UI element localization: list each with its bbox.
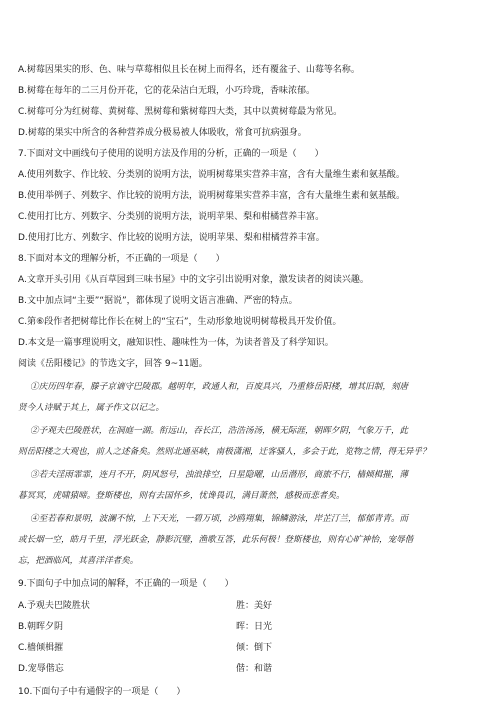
q9-option-a-gloss: 胜：美好 <box>236 601 273 611</box>
q9-stem: 9.下面句子中加点词的解释，不正确的一项是（ ） <box>18 579 234 589</box>
q8-option-c: C.第⑥段作者把树莓比作长在树上的“宝石”，生动形象地说明树莓极具开发价值。 <box>18 317 342 327</box>
passage-line: ④至若春和景明，波澜不惊，上下天光，一碧万顷，沙鸥翔集，锦鳞游泳，岸芷汀兰，郁郁青青。而 <box>30 514 409 524</box>
q7-option-d: D.使用打比方、列数字、作比较的说明方法，说明苹果、梨和柑橘营养丰富。 <box>18 233 325 243</box>
q7-option-b: B.使用举例子、列数字、作比较的说明方法，说明树莓果实营养丰富，含有大量维生素和氨基酸。 <box>18 191 406 201</box>
reading-intro: 阅读《岳阳楼记》的节选文字，回答 9~11题。 <box>18 359 208 369</box>
q7-option-c: C.使用打比方、列数字、分类别的说明方法，说明苹果、梨和柑橘营养丰富。 <box>18 212 325 222</box>
passage-line: 或长烟一空，皓月千里，浮光跃金，静影沉璧，渔歌互答，此乐何极！登斯楼也，则有心旷神怡，宠辱偕 <box>18 535 414 545</box>
passage-line: 贤今人诗赋于其上，属予作文以记之。 <box>18 403 165 413</box>
q6-option-c: C.树莓可分为红树莓、黄树莓、黑树莓和紫树莓四大类，其中以黄树莓最为常见。 <box>18 107 343 117</box>
q9-option-b-gloss: 晖：日光 <box>236 622 273 632</box>
passage-line: 则岳阳楼之大观也，前人之述备矣。然则北通巫峡，南极潇湘，迁客骚人，多会于此，览物之情，得无异乎？ <box>18 447 431 457</box>
q6-option-b: B.树莓在每年的二三月份开花，它的花朵洁白无瑕，小巧玲珑，香味浓郁。 <box>18 86 316 96</box>
passage-line: ③若夫淫雨霏霏，连月不开，阴风怒号，浊浪排空，日星隐曜，山岳潜形，商旅不行，樯倾楫摧，薄 <box>30 470 409 480</box>
q8-option-d: D.本文是一篇事理说明文，融知识性、趣味性为一体，为读者普及了科学知识。 <box>18 338 334 348</box>
q9-option-b-sentence: B.朝晖夕阴 <box>18 622 64 632</box>
q7-stem: 7.下面对文中画线句子使用的说明方法及作用的分析，正确的一项是（ ） <box>18 149 324 159</box>
q9-option-a-sentence: A.予观夫巴陵胜状 <box>18 601 90 611</box>
passage-line: ①庆历四年春，滕子京谪守巴陵郡。越明年，政通人和，百废具兴，乃重修岳阳楼，增其旧制，刻唐 <box>30 382 409 392</box>
passage-line: ②予观夫巴陵胜状，在洞庭一湖。衔远山，吞长江，浩浩汤汤，横无际涯，朝晖夕阴，气象万千，此 <box>30 426 409 436</box>
q7-option-a: A.使用列数字、作比较、分类别的说明方法，说明树莓果实营养丰富，含有大量维生素和氨基酸。 <box>18 170 405 180</box>
q6-option-d: D.树莓的果实中所含的各种营养成分极易被人体吸收，常食可抗病强身。 <box>18 128 307 138</box>
q10-stem: 10.下面句子中有通假字的一项是（ ） <box>18 687 186 697</box>
q8-option-b: B.文中加点词“主要”“据说”，都体现了说明文语言准确、严密的特点。 <box>18 296 298 306</box>
q8-option-a: A.文章开头引用《从百草园到三味书屋》中的文字引出说明对象，激发读者的阅读兴趣。 <box>18 275 369 285</box>
q9-option-c-gloss: 倾：倒下 <box>236 643 273 653</box>
q6-option-a: A.树莓因果实的形、色、味与草莓相似且长在树上而得名，还有覆盆子、山莓等名称。 <box>18 65 360 75</box>
q9-option-d-sentence: D.宠辱偕忘 <box>18 664 64 674</box>
passage-line: 忘，把酒临风，其喜洋洋者矣。 <box>18 556 139 566</box>
passage-line: 暮冥冥，虎啸猿啼。登斯楼也，则有去国怀乡，忧谗畏讥，满目萧然，感极而悲者矣。 <box>18 491 345 501</box>
q9-option-c-sentence: C.樯倾楫摧 <box>18 643 64 653</box>
q9-option-d-gloss: 偕：和谐 <box>236 664 273 674</box>
q8-stem: 8.下面对本文的理解分析，不正确的一项是（ ） <box>18 254 225 264</box>
